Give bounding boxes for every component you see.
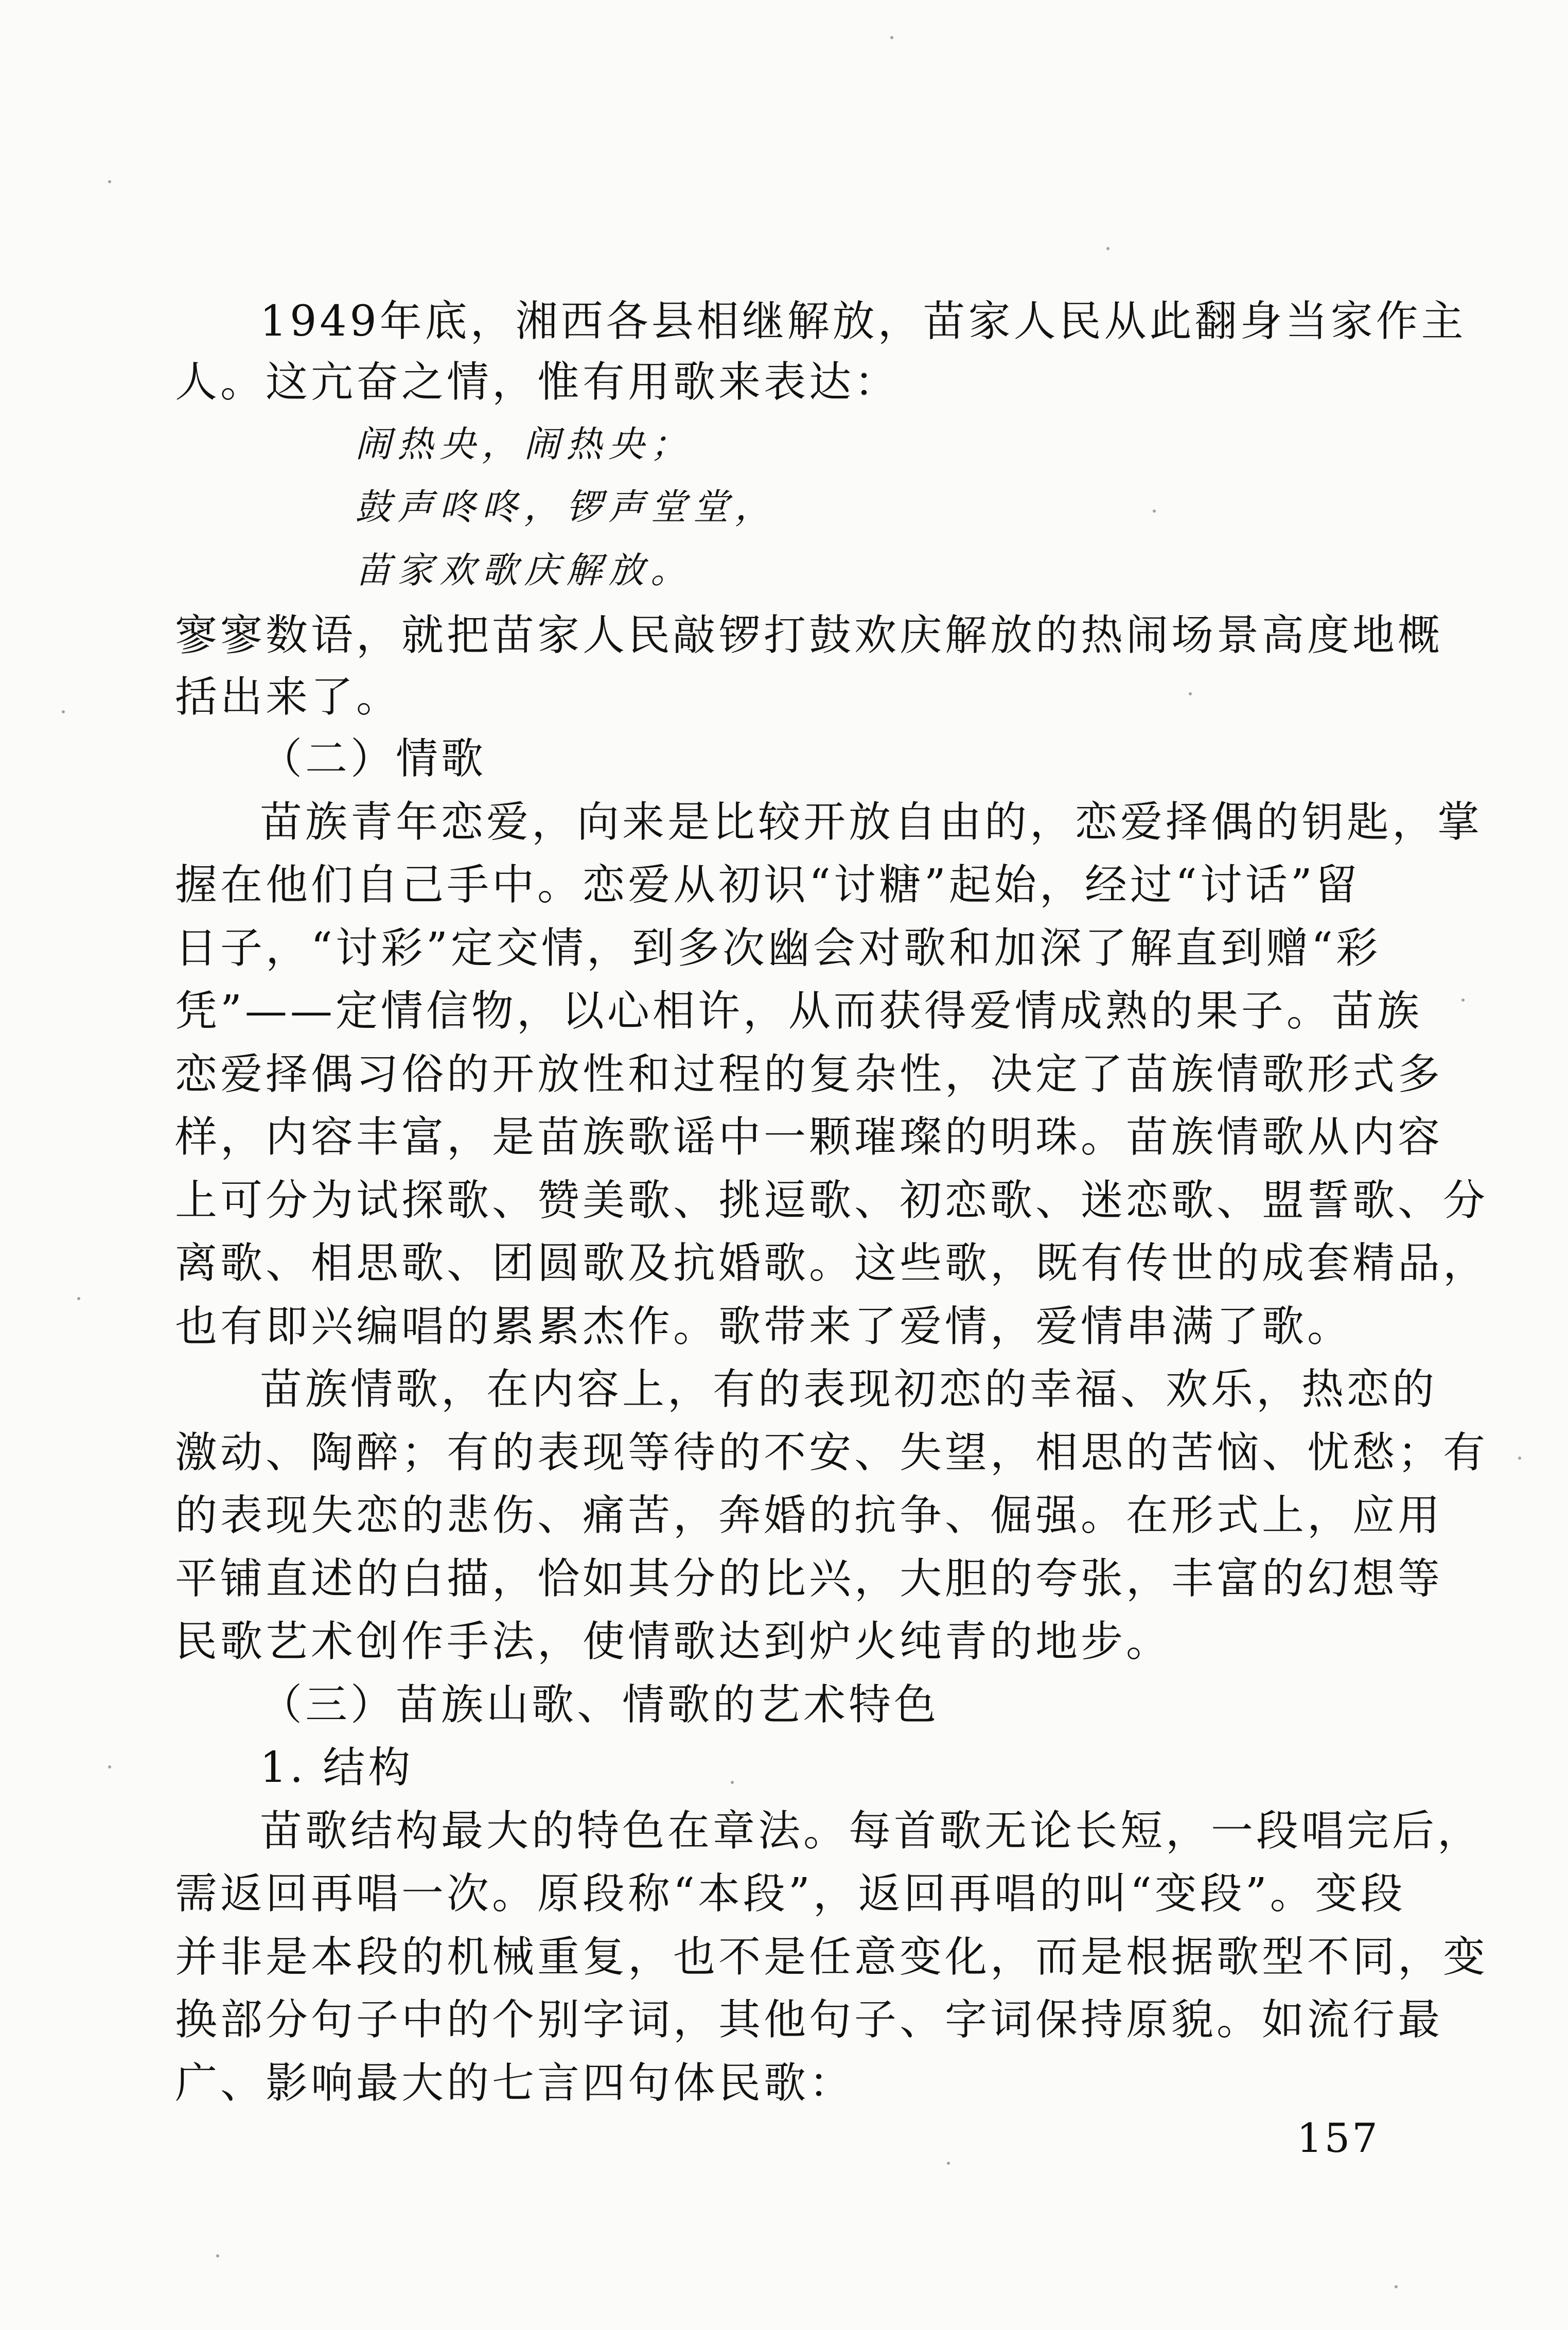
scan-speck — [62, 710, 65, 713]
text-line: 苗族青年恋爱，向来是比较开放自由的，恋爱择偶的钥匙，掌 — [260, 798, 1483, 847]
scan-speck — [77, 1297, 80, 1300]
text-line: 寥寥数语，就把苗家人民敲锣打鼓欢庆解放的热闹场景高度地概 — [175, 611, 1443, 660]
text-line: 苗族情歌，在内容上，有的表现初恋的幸福、欢乐，热恋的 — [260, 1365, 1438, 1414]
text-line: 括出来了。 — [175, 673, 402, 722]
scan-speck — [947, 2162, 950, 2165]
text-line: 苗歌结构最大的特色在章法。每首歌无论长短，一段唱完后， — [260, 1807, 1483, 1855]
scan-speck — [108, 1765, 111, 1768]
scan-speck — [1189, 692, 1192, 695]
scan-speck — [1518, 1457, 1521, 1460]
text-line: 换部分句子中的个别字词，其他句子、字词保持原貌。如流行最 — [175, 1995, 1443, 2044]
text-line: 凭”——定情信物，以心相许，从而获得爱情成熟的果子。苗族 — [175, 987, 1422, 1036]
text-line: 也有即兴编唱的累累杰作。歌带来了爱情，爱情串满了歌。 — [175, 1302, 1353, 1351]
scan-speck — [216, 2254, 219, 2257]
text-line: 离歌、相思歌、团圆歌及抗婚歌。这些歌，既有传世的成套精品， — [175, 1239, 1489, 1288]
scan-speck — [890, 36, 893, 39]
text-line: 握在他们自己手中。恋爱从初识“讨糖”起始，经过“讨话”留 — [175, 861, 1361, 909]
section-heading: （二）情歌 — [260, 734, 487, 783]
scan-speck — [1106, 247, 1109, 250]
text-line: 的表现失恋的悲伤、痛苦，奔婚的抗争、倔强。在形式上，应用 — [175, 1491, 1443, 1540]
text-line: 激动、陶醉；有的表现等待的不安、失望，相思的苦恼、忧愁；有 — [175, 1428, 1489, 1477]
verse-line: 苗家欢歌庆解放。 — [355, 549, 693, 591]
scan-speck — [1461, 998, 1465, 1002]
text-line: 日子，“讨彩”定交情，到多次幽会对歌和加深了解直到赠“彩 — [175, 924, 1381, 973]
text-line: 人。这亢奋之情，惟有用歌来表达： — [175, 358, 900, 407]
text-line: 需返回再唱一次。原段称“本段”，返回再唱的叫“变段”。变段 — [175, 1869, 1406, 1918]
text-line: 1949年底，湘西各县相继解放，苗家人民从此翻身当家作主 — [260, 297, 1467, 346]
text-line: 样，内容丰富，是苗族歌谣中一颗璀璨的明珠。苗族情歌从内容 — [175, 1113, 1443, 1162]
text-line: 并非是本段的机械重复，也不是任意变化，而是根据歌型不同，变 — [175, 1933, 1489, 1982]
scan-speck — [1395, 2285, 1398, 2288]
text-line: 广、影响最大的七言四句体民歌： — [175, 2059, 855, 2108]
verse-line: 闹热央，闹热央； — [355, 423, 693, 465]
text-line: 民歌艺术创作手法，使情歌达到炉火纯青的地步。 — [175, 1617, 1172, 1666]
subsection-heading: 1. 结构 — [260, 1743, 414, 1792]
scan-speck — [731, 1781, 734, 1784]
page-number: 157 — [1297, 2115, 1380, 2162]
scan-speck — [1153, 510, 1156, 513]
text-line: 平铺直述的白描，恰如其分的比兴，大胆的夸张，丰富的幻想等 — [175, 1554, 1443, 1603]
section-heading: （三）苗族山歌、情歌的艺术特色 — [260, 1680, 940, 1729]
verse-line: 鼓声咚咚，锣声堂堂， — [355, 486, 777, 528]
scan-speck — [108, 180, 111, 183]
text-line: 上可分为试探歌、赞美歌、挑逗歌、初恋歌、迷恋歌、盟誓歌、分 — [175, 1176, 1489, 1225]
text-line: 恋爱择偶习俗的开放性和过程的复杂性，决定了苗族情歌形式多 — [175, 1050, 1443, 1099]
